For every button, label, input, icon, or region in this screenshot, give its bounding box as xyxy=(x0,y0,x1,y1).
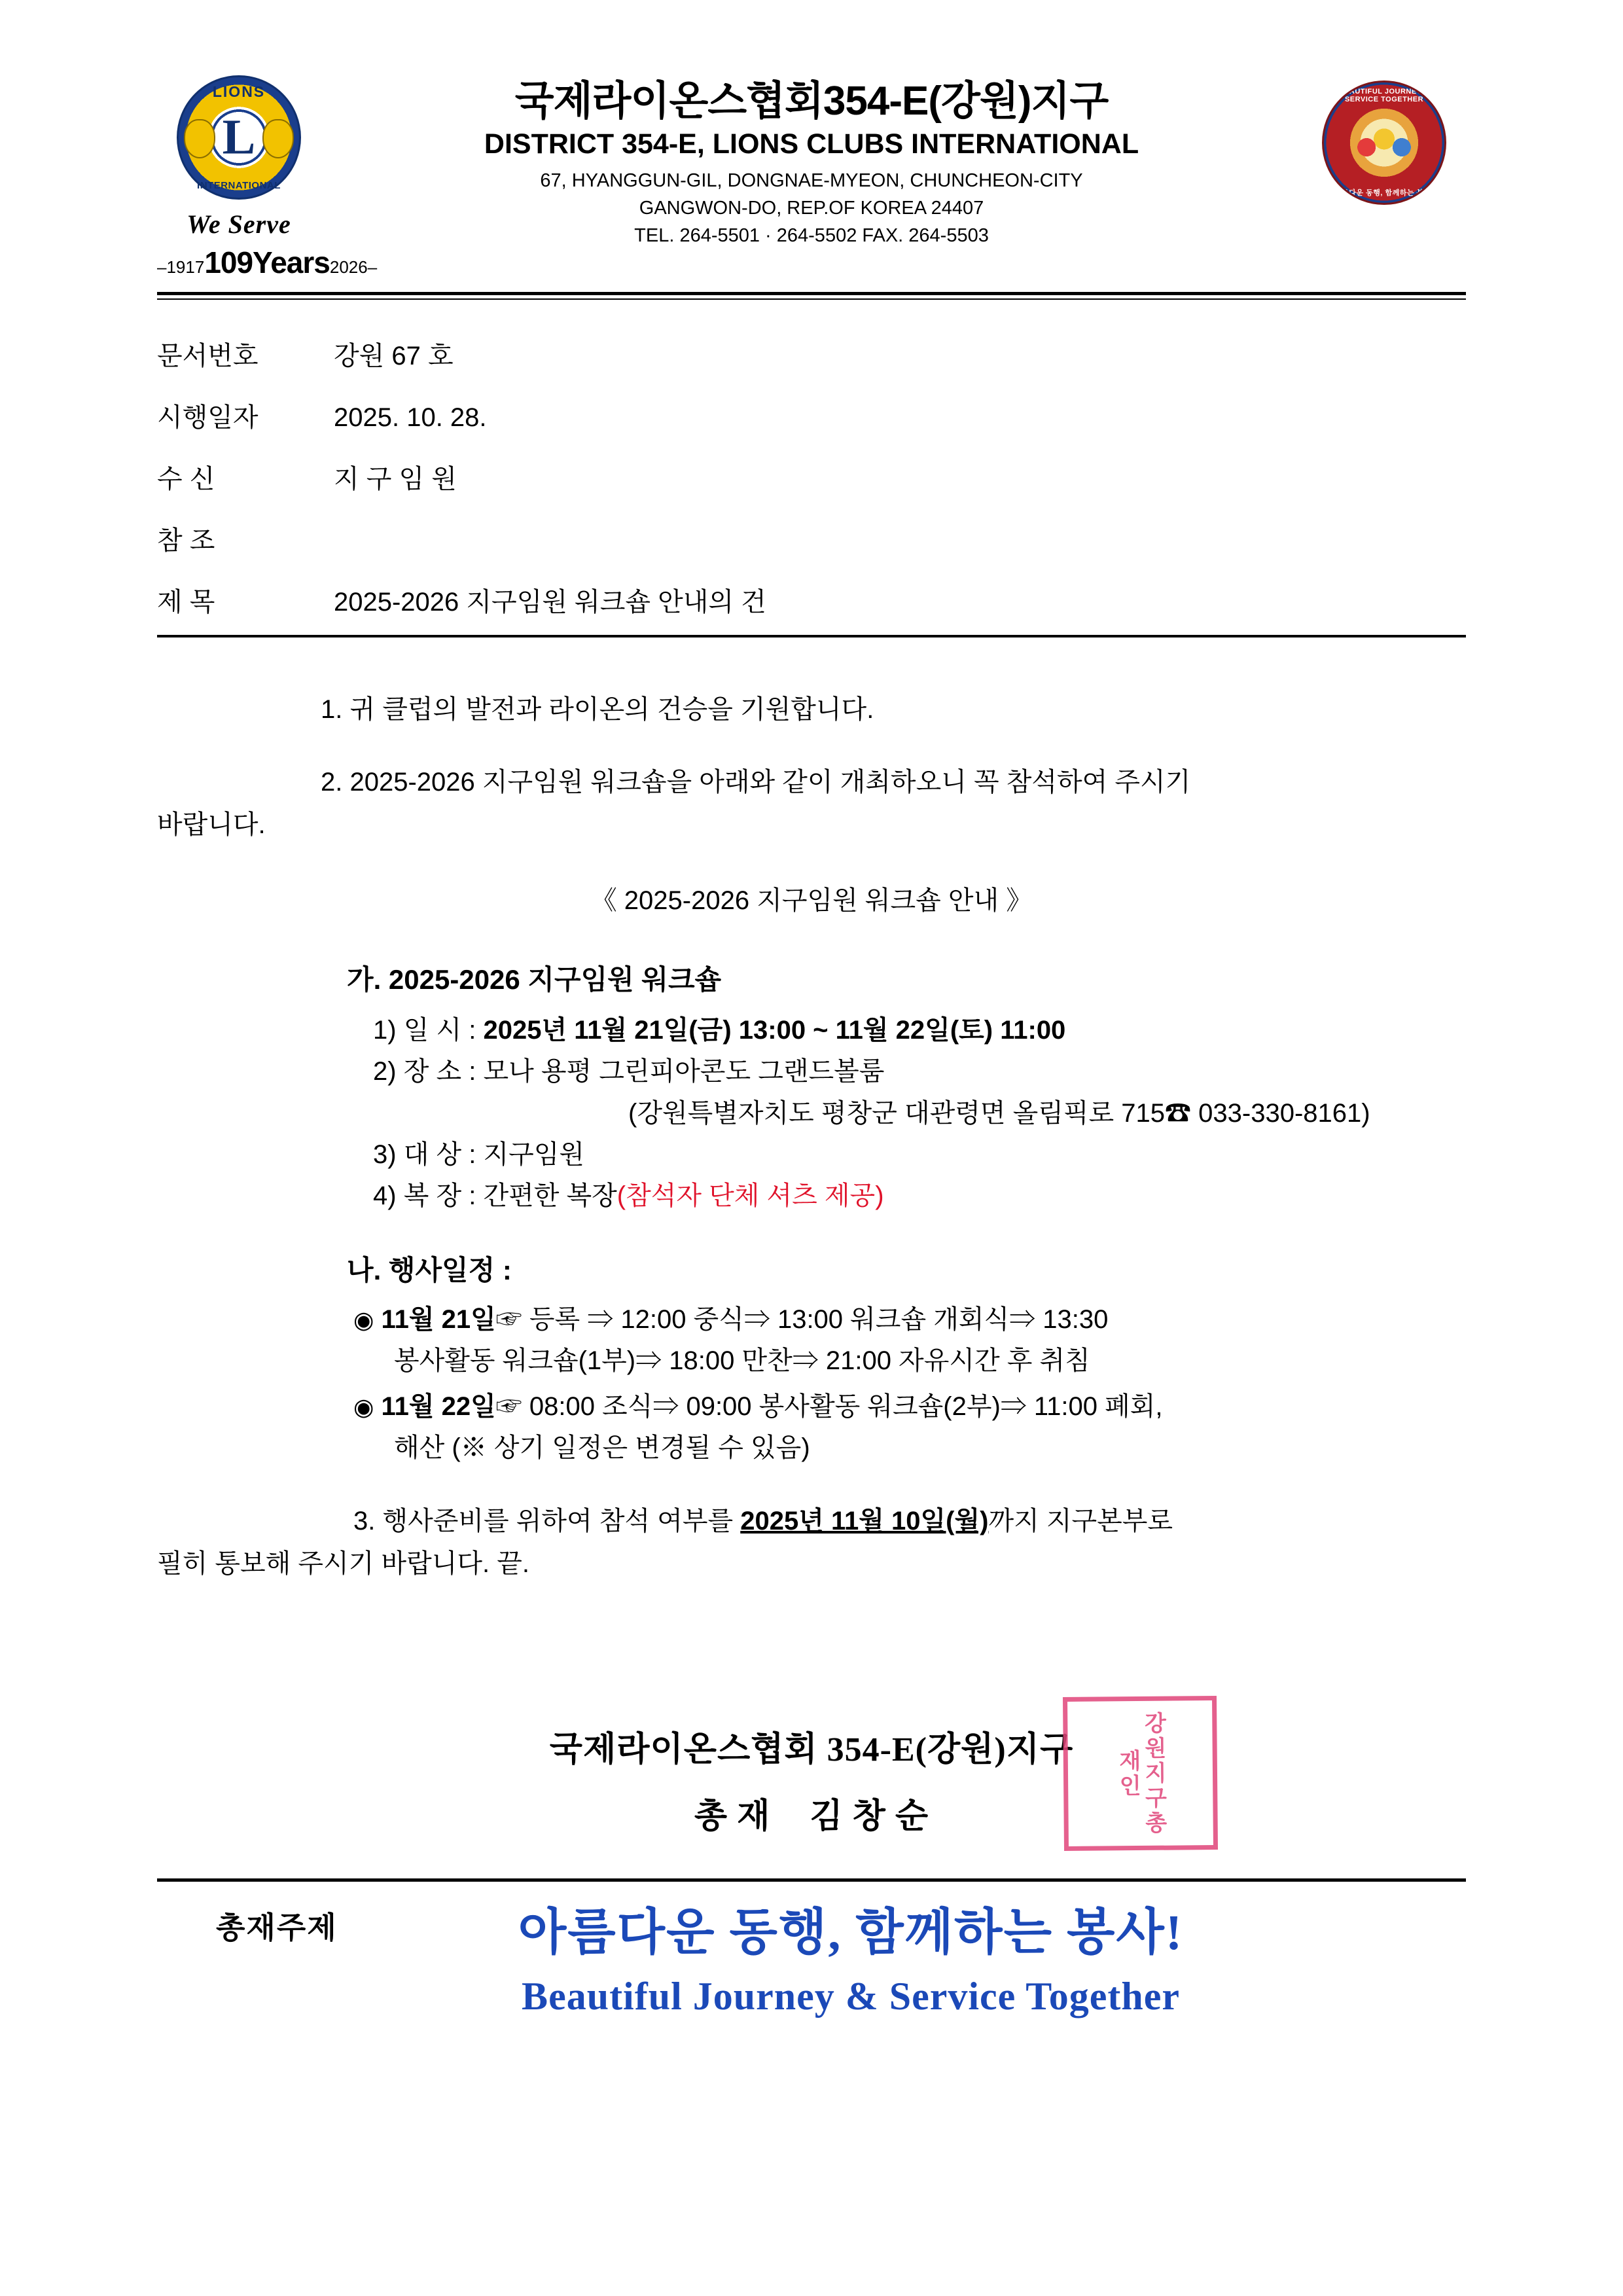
slogan-english: Beautiful Journey & Service Together xyxy=(522,1975,1180,2018)
lions-logo-top-text: LIONS xyxy=(212,83,266,100)
letterhead xyxy=(157,0,1466,279)
cc-label: 참 조 xyxy=(157,526,215,555)
header-divider-thin xyxy=(157,298,1466,300)
paragraph-2-line-2: 바랍니다. xyxy=(157,810,266,839)
schedule-day2-text-1: 08:00 조식⇒ 09:00 봉사활동 워크숍(2부)⇒ 11:00 폐회, xyxy=(529,1391,1163,1421)
item-2-number: 2) xyxy=(373,1057,397,1086)
signature-name: 김 창 순 xyxy=(810,1797,929,1835)
district-emblem xyxy=(1302,69,1466,205)
subject-value: 2025-2026 지구임원 워크숍 안내의 건 xyxy=(334,588,766,617)
item-1-label: 일 시 : xyxy=(403,1016,476,1045)
paragraph-3-pre: 3. 행사준비를 위하여 참석 여부를 xyxy=(353,1506,741,1535)
date-value: 2025. 10. 28. xyxy=(334,403,487,432)
section-a-item-dresscode xyxy=(373,1175,1466,1217)
lions-logo-bottom-text: INTERNATIONAL xyxy=(197,180,281,191)
section-a-list xyxy=(157,1010,1466,1217)
schedule-day1-line-2: 봉사활동 워크숍(1부)⇒ 18:00 만찬⇒ 21:00 자유시간 후 취침 xyxy=(394,1346,1090,1376)
anniversary-years xyxy=(157,245,378,280)
item-4-label: 복 장 : xyxy=(403,1181,476,1210)
doc-number-value: 강원 67 호 xyxy=(334,342,454,370)
meta-row-doc-number xyxy=(157,343,1466,369)
we-serve-motto: We Serve xyxy=(187,209,291,239)
meta-row-subject xyxy=(157,589,1466,615)
document-body xyxy=(157,343,1466,1844)
signature-name-row xyxy=(157,1789,1466,1844)
organization-title-en: DISTRICT 354-E, LIONS CLUBS INTERNATIONAL xyxy=(484,128,1139,160)
section-b-heading: 나. 행사일정 : xyxy=(347,1255,512,1286)
paragraph-3-line-1 xyxy=(157,1500,1466,1543)
footer-slogan-block xyxy=(157,1882,1466,2056)
item-2-value: 모나 용평 그린피아콘도 그랜드볼룸 xyxy=(483,1057,885,1086)
meta-row-date xyxy=(157,404,1466,431)
date-label: 시행일자 xyxy=(157,403,259,432)
item-4-number: 4) xyxy=(373,1181,397,1210)
years-suffix: 2026– xyxy=(329,257,378,277)
header-divider-thick xyxy=(157,292,1466,295)
item-1-number: 1) xyxy=(373,1016,397,1045)
doc-number-label: 문서번호 xyxy=(157,342,259,370)
section-a-item-audience xyxy=(373,1134,1466,1175)
item-3-value: 지구임원 xyxy=(483,1139,585,1169)
district-logo-figures-icon xyxy=(1353,120,1416,166)
document-meta xyxy=(157,343,1466,637)
meta-row-recipient xyxy=(157,466,1466,492)
seal-text: 강원지구총재인 xyxy=(1115,1710,1166,1836)
paragraph-3-deadline: 2025년 11월 10일(월) xyxy=(740,1506,989,1535)
schedule-day1-text-1: 등록 ⇒ 12:00 중식⇒ 13:00 워크숍 개회식⇒ 13:30 xyxy=(529,1305,1109,1335)
section-a-item-datetime xyxy=(373,1010,1466,1051)
paragraph-3-line-2: 필히 통보해 주시기 바랍니다. 끝. xyxy=(157,1549,529,1578)
lions-logo-icon xyxy=(177,75,301,200)
item-3-label: 대 상 : xyxy=(403,1139,476,1169)
schedule-day1-arrow-icon: ☞ xyxy=(495,1305,522,1335)
district-logo-ring-bottom: 아름다운 동행, 함께하는 봉사! xyxy=(1334,189,1434,197)
footer-label: 총재주제 xyxy=(216,1911,338,1945)
organization-address xyxy=(321,167,1302,249)
schedule-day2-date: 11월 22일 xyxy=(381,1391,496,1421)
address-line-1: 67, HYANGGUN-GIL, DONGNAE-MYEON, CHUNCHEON-CITY xyxy=(540,170,1083,192)
lions-logo-letter: L xyxy=(222,109,256,165)
paragraph-3-post: 까지 지구본부로 xyxy=(988,1506,1173,1535)
document-content xyxy=(157,689,1466,1844)
years-prefix: –1917 xyxy=(157,257,205,277)
paragraph-2 xyxy=(157,761,1466,846)
item-3-number: 3) xyxy=(373,1139,397,1169)
schedule-day1-date: 11월 21일 xyxy=(381,1305,496,1335)
schedule-day1-line-1 xyxy=(353,1299,1466,1340)
schedule-day2-line-1 xyxy=(353,1386,1466,1427)
meta-divider xyxy=(157,635,1466,637)
workshop-center-title: 《 2025-2026 지구임원 워크숍 안내 》 xyxy=(590,886,1033,916)
schedule-day2-arrow-icon: ☞ xyxy=(495,1391,522,1421)
organization-title-ko: 국제라이온스협회354-E(강원)지구 xyxy=(514,79,1109,124)
section-a-venue-address: (강원특별자치도 평창군 대관령면 올림픽로 715☎ 033-330-8161) xyxy=(628,1098,1370,1128)
section-a-heading: 가. 2025-2026 지구임원 워크숍 xyxy=(347,964,722,996)
item-4-value: 간편한 복장 xyxy=(483,1181,617,1210)
item-4-value-note: (참석자 단체 셔츠 제공) xyxy=(616,1181,884,1210)
official-seal-stamp xyxy=(1063,1696,1218,1851)
signature-title: 총 재 xyxy=(694,1797,771,1835)
recipient-label: 수 신 xyxy=(157,465,215,493)
meta-row-cc xyxy=(157,528,1466,554)
lions-international-emblem xyxy=(157,75,378,280)
letterhead-text-block xyxy=(321,69,1302,249)
address-line-2: GANGWON-DO, REP.OF KOREA 24407 xyxy=(639,198,984,219)
paragraph-1: 1. 귀 클럽의 발전과 라이온의 건승을 기원합니다. xyxy=(321,695,874,724)
district-logo-ring-top: BEAUTIFUL JOURNEY & SERVICE TOGETHER xyxy=(1338,88,1430,103)
bullet-icon: ◉ xyxy=(353,1393,374,1420)
paragraph-3 xyxy=(157,1500,1466,1585)
district-logo-icon xyxy=(1322,81,1446,205)
schedule-entry-day2 xyxy=(353,1386,1466,1469)
paragraph-2-line-1: 2. 2025-2026 지구임원 워크숍을 아래와 같이 개최하오니 꼭 참석하여 주시기 xyxy=(321,767,1191,797)
subject-label: 제 목 xyxy=(157,588,215,617)
slogan-korean: 아름다운 동행, 함께하는 봉사! xyxy=(518,1905,1184,1960)
years-big: 109Years xyxy=(204,245,330,279)
signature-block xyxy=(157,1710,1466,1844)
item-2-label: 장 소 : xyxy=(403,1057,476,1086)
schedule-day2-line-2: 해산 (※ 상기 일정은 변경될 수 있음) xyxy=(394,1433,810,1462)
section-b-schedule xyxy=(157,1299,1466,1469)
bullet-icon: ◉ xyxy=(353,1306,374,1334)
section-a-item-venue xyxy=(373,1051,1466,1092)
item-1-value: 2025년 11월 21일(금) 13:00 ~ 11월 22일(토) 11:00 xyxy=(483,1016,1066,1045)
recipient-value: 지 구 임 원 xyxy=(334,465,457,493)
schedule-entry-day1 xyxy=(353,1299,1466,1382)
signature-organization: 국제라이온스협회 354-E(강원)지구 xyxy=(549,1731,1074,1768)
address-line-3: TEL. 264-5501 · 264-5502 FAX. 264-5503 xyxy=(634,225,989,247)
